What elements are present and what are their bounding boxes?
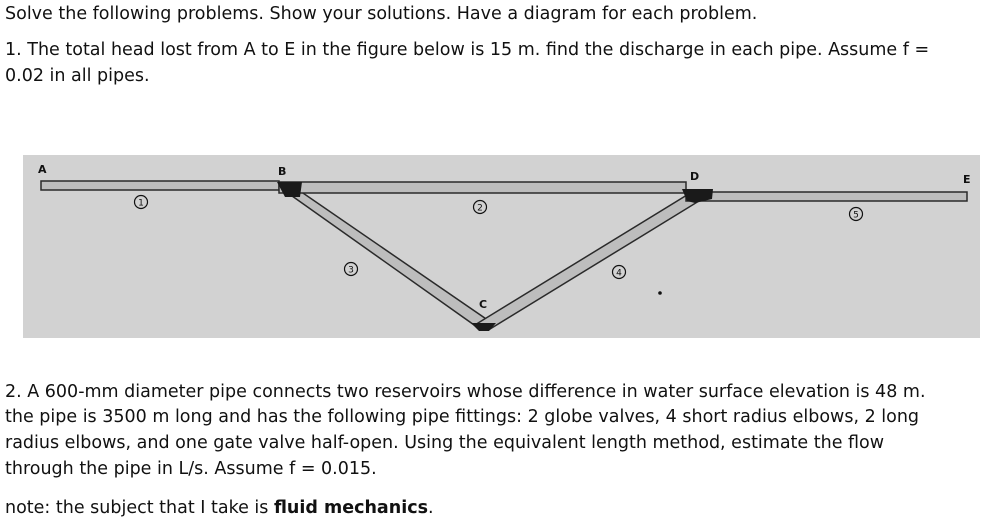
problem-1-line-1: 1. The total head lost from A to E in the figure below is 15 m. find the discharge in each pipe. Assume f =: [5, 40, 930, 60]
problem-2-line-1: 2. A 600-mm diameter pipe connects two reservoirs whose difference in water surface elevation is 48 m.: [5, 382, 926, 402]
subject-note: [5, 496, 434, 521]
speck-dot: [658, 291, 662, 295]
problem-2-line-4: through the pipe in L/s. Assume f = 0.015.: [5, 459, 377, 479]
pipe-1: [41, 181, 279, 190]
node-label-a: A: [38, 163, 47, 176]
problem-2-line-3: radius elbows, and one gate valve half-open. Using the equivalent length method, estimate the flow: [5, 433, 885, 453]
pipe-5: [686, 192, 967, 201]
svg-text:1: 1: [138, 198, 144, 209]
instructions-text: Solve the following problems. Show your solutions. Have a diagram for each problem.: [5, 4, 758, 24]
node-label-d: D: [690, 170, 700, 183]
note-prefix: note: the subject that I take is: [5, 498, 274, 518]
problem-2-line-2: the pipe is 3500 m long and has the following pipe fittings: 2 globe valves, 4 short radius elbows, 2 long: [5, 407, 920, 427]
note-subject: fluid mechanics: [273, 498, 428, 518]
pipe-network-diagram: [23, 155, 980, 338]
svg-text:4: 4: [616, 268, 622, 279]
node-label-e: E: [963, 173, 971, 186]
svg-text:2: 2: [477, 203, 483, 214]
node-label-b: B: [278, 165, 287, 178]
pipe-2: [279, 182, 686, 193]
svg-text:3: 3: [348, 265, 354, 276]
svg-text:5: 5: [853, 210, 859, 221]
node-label-c: C: [479, 298, 488, 311]
problem-1-line-2: 0.02 in all pipes.: [5, 66, 150, 86]
note-suffix: .: [428, 498, 434, 518]
